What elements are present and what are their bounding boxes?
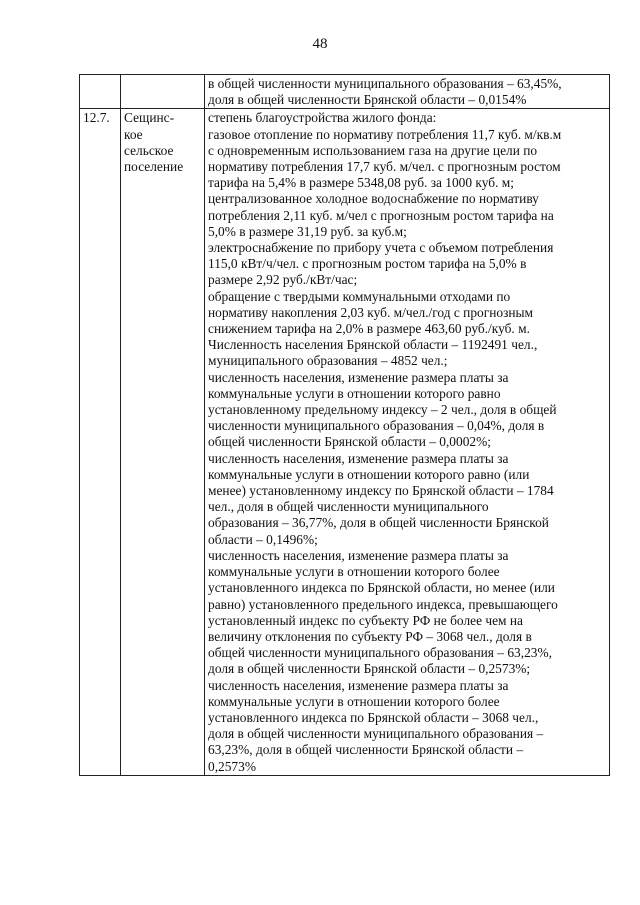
description-line: величину отклонения по субъекту РФ – 3068 чел., доля в <box>208 628 532 644</box>
description-cell <box>205 109 610 775</box>
municipality-name <box>121 75 205 109</box>
description-line: доля в общей численности Брянской области – 0,0154% <box>208 92 527 108</box>
description-cell <box>205 75 610 109</box>
description-line: доля в общей численности Брянской области – 0,2573%; <box>208 661 531 677</box>
description-line: установленного индекса по Брянской области, но менее (или <box>208 580 555 596</box>
description-line: коммунальные услуги в отношении которого более <box>208 693 500 709</box>
description-line: образования – 36,77%, доля в общей численности Брянской <box>208 515 549 531</box>
description-line: общей численности муниципального образования – 63,23%, <box>208 645 552 661</box>
row-number: 12.7. <box>80 109 121 775</box>
description-line: снижением тарифа на 2,0% в размере 463,60 руб./куб. м. <box>208 321 530 337</box>
municipality-name-line: поселение <box>124 159 184 175</box>
description-line: нормативу накопления 2,03 куб. м/чел./год с прогнозным <box>208 304 534 320</box>
municipality-name-line: Сещинс- <box>124 110 175 126</box>
description-line: доля в общей численности муниципального образования – <box>208 726 544 742</box>
description-line: численность населения, изменение размера платы за <box>208 369 509 385</box>
description-line: муниципального образования – 4852 чел.; <box>208 353 448 369</box>
page-number: 48 <box>312 36 328 52</box>
description-line: с одновременным использованием газа на другие цели по <box>208 142 538 158</box>
description-line: численность населения, изменение размера платы за <box>208 677 509 693</box>
description-line: нормативу потребления 17,7 куб. м/чел. с прогнозным ростом <box>208 159 561 175</box>
description-line: газовое отопление по нормативу потребления 11,7 куб. м/кв.м <box>208 126 562 142</box>
description-line: 5,0% в размере 31,19 руб. за куб.м; <box>208 223 407 239</box>
description-line: 0,2573% <box>208 758 256 774</box>
description-line: установленного индекса по Брянской области – 3068 чел., <box>208 709 539 725</box>
description-line: обращение с твердыми коммунальными отходами по <box>208 288 511 304</box>
description-line: 115,0 кВт/ч/чел. с прогнозным ростом тарифа на 5,0% в <box>208 256 527 272</box>
description-line: электроснабжение по прибору учета с объемом потребления <box>208 240 554 256</box>
description-line: численность населения, изменение размера платы за <box>208 450 509 466</box>
description-line: коммунальные услуги в отношении которого равно <box>208 385 501 401</box>
description-line: коммунальные услуги в отношении которого более <box>208 564 500 580</box>
municipality-name-line: сельское <box>124 142 174 158</box>
description-line: установленный индекс по субъекту РФ не более чем на <box>208 612 523 628</box>
description-line: в общей численности муниципального образования – 63,45%, <box>208 76 562 91</box>
description-line: чел., доля в общей численности муниципального <box>208 499 489 515</box>
description-line: общей численности Брянской области – 0,0002%; <box>208 434 491 450</box>
description-line: менее) установленному индексу по Брянской области – 1784 <box>208 483 554 499</box>
description-line: Численность населения Брянской области – 1192491 чел., <box>208 337 538 353</box>
table-row <box>80 109 610 775</box>
description-line: установленному предельному индексу – 2 чел., доля в общей <box>208 402 557 418</box>
municipality-name <box>121 109 205 775</box>
description-line: 63,23%, доля в общей численности Брянской области – <box>208 742 524 758</box>
description-line: потребления 2,11 куб. м/чел с прогнозным ростом тарифа на <box>208 207 554 223</box>
tariff-table <box>79 74 610 776</box>
description-line: численность населения, изменение размера платы за <box>208 547 509 563</box>
description-line: коммунальные услуги в отношении которого равно (или <box>208 466 530 482</box>
municipality-name-line: кое <box>124 126 143 142</box>
description-line: численности муниципального образования – 0,04%, доля в <box>208 418 545 434</box>
table-row <box>80 75 610 109</box>
description-line: размере 2,92 руб./кВт/час; <box>208 272 358 288</box>
description-line: централизованное холодное водоснабжение по нормативу <box>208 191 539 207</box>
description-line: степень благоустройства жилого фонда: <box>208 110 437 126</box>
description-line: области – 0,1496%; <box>208 531 318 547</box>
description-line: равно) установленного предельного индекса, превышающего <box>208 596 558 612</box>
row-number <box>80 75 121 109</box>
description-line: тарифа на 5,4% в размере 5348,08 руб. за 1000 куб. м; <box>208 175 514 191</box>
